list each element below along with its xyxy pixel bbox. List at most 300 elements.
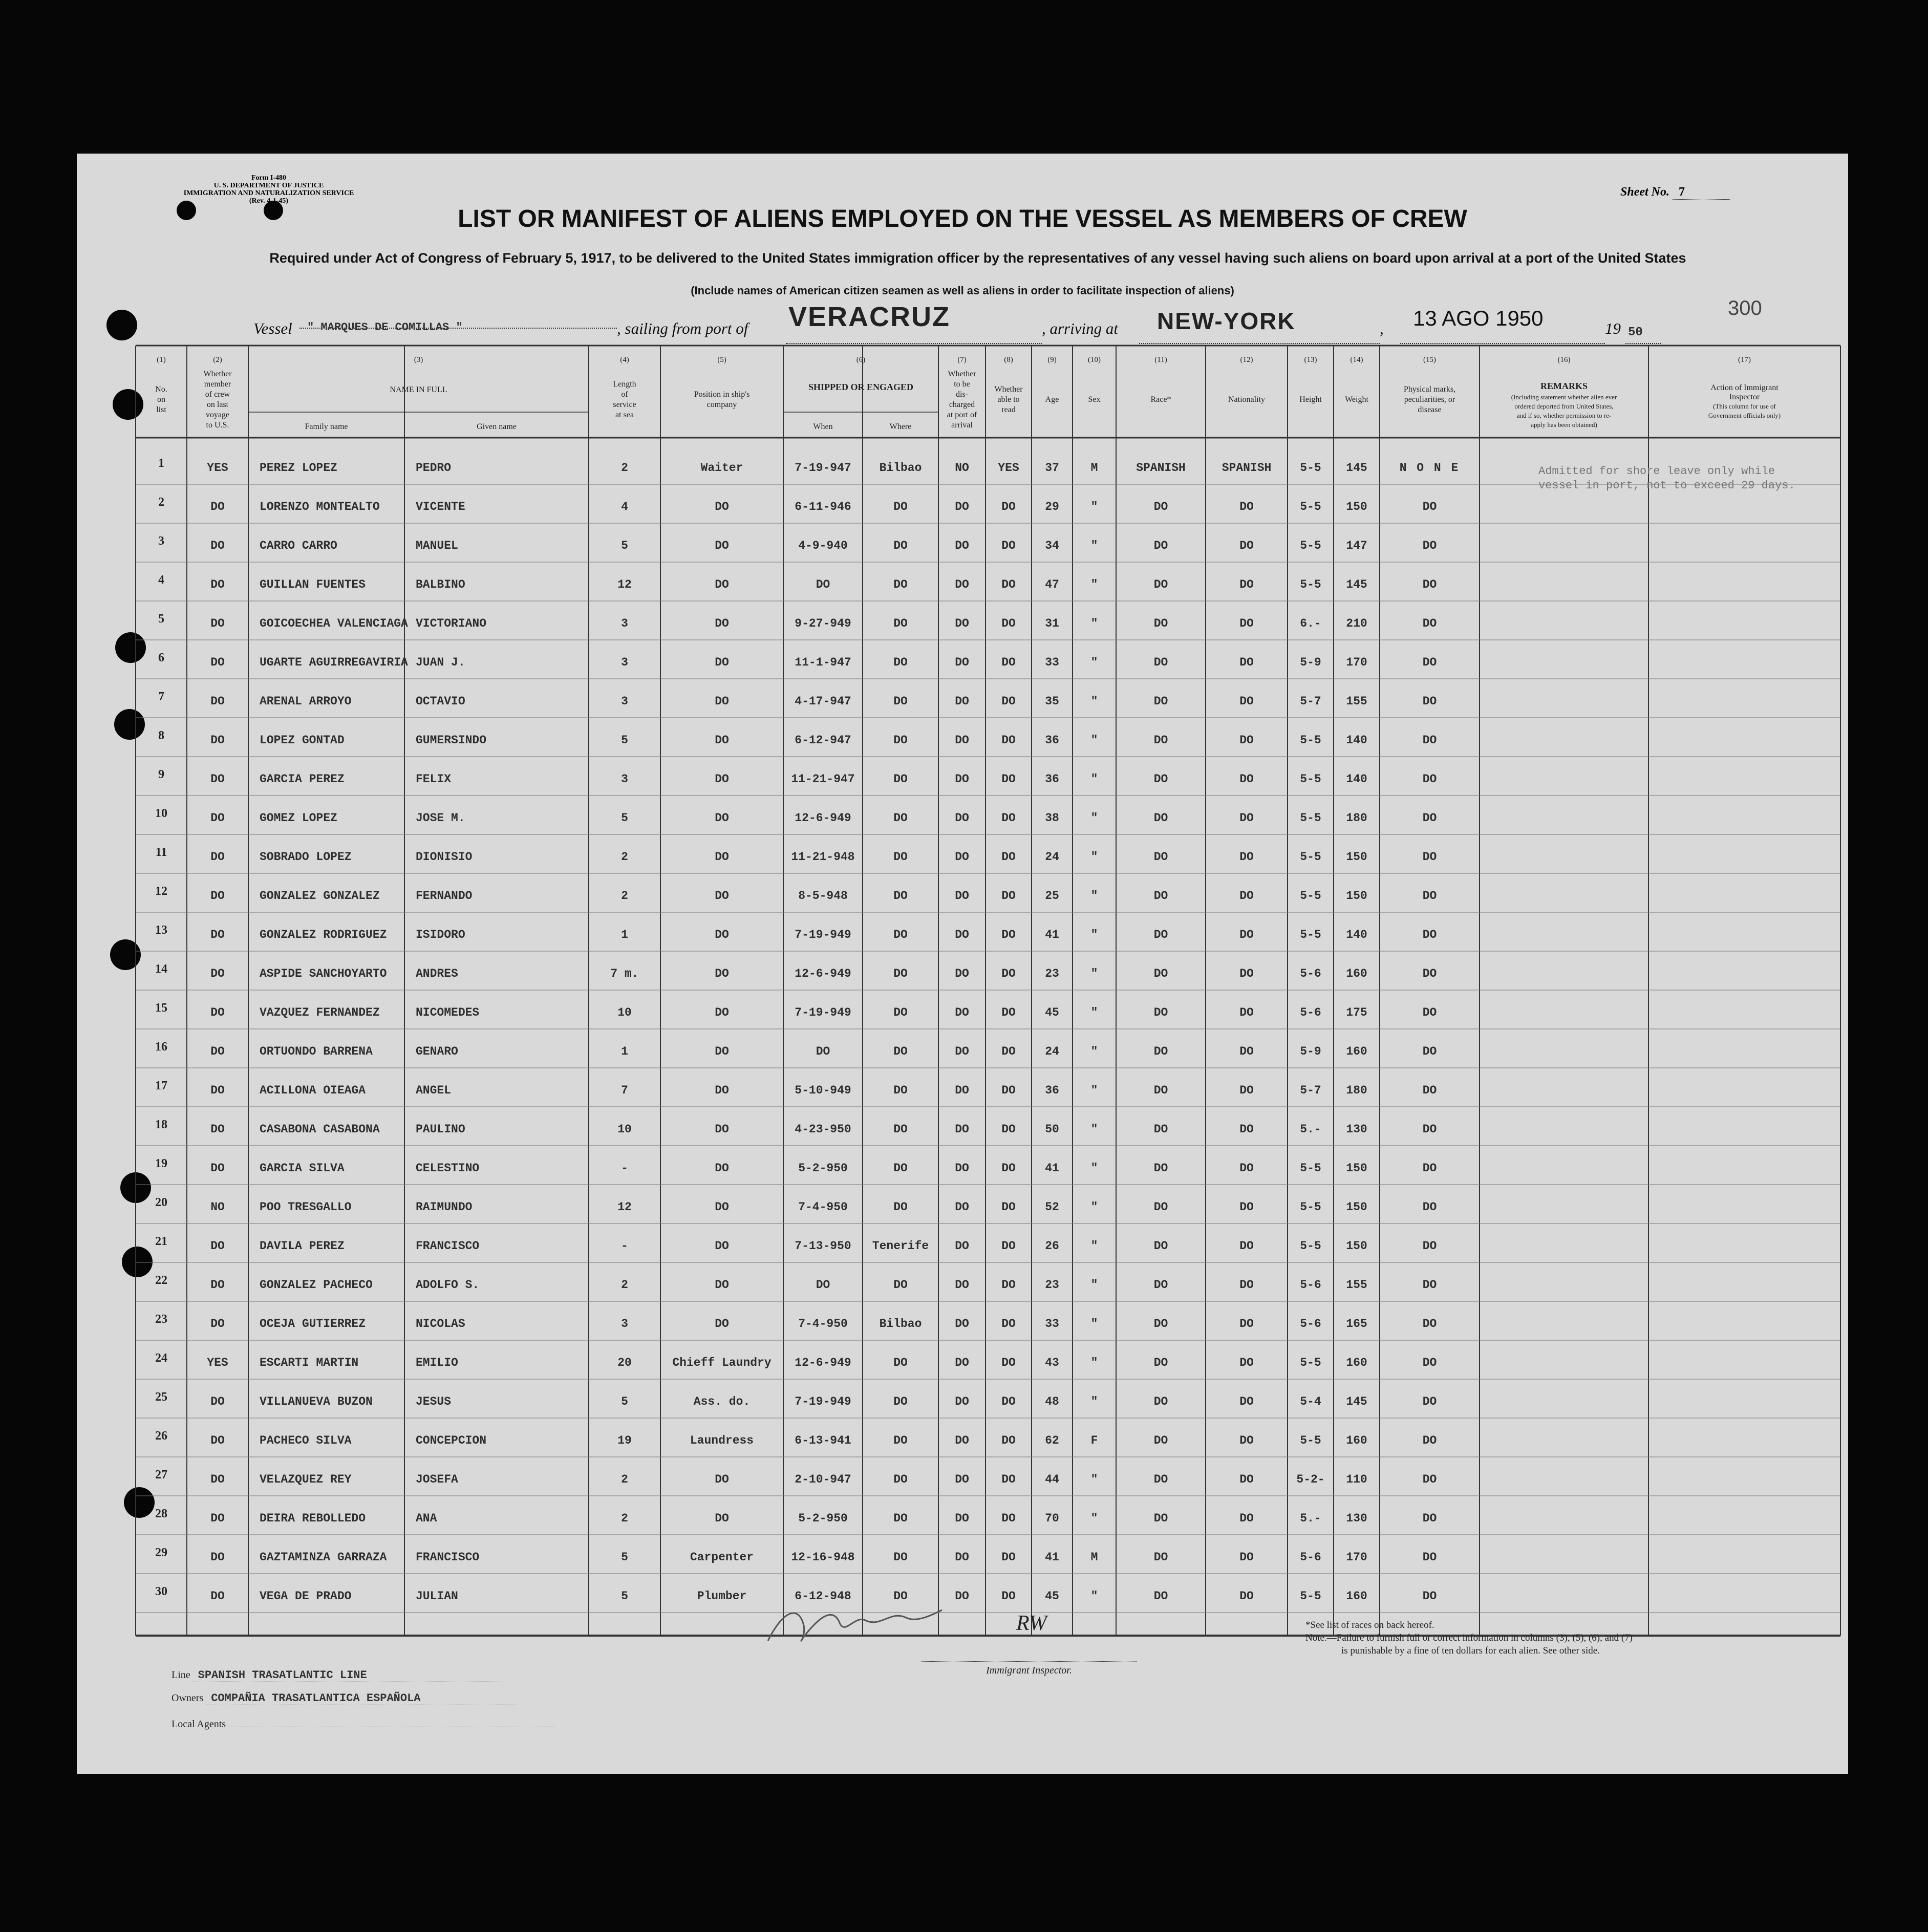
cell-age: 48 (1045, 1395, 1059, 1408)
cell-given: FERNANDO (416, 889, 473, 903)
cell-where: DO (893, 578, 908, 591)
cell-service: 7 (621, 1084, 628, 1097)
column-number-c17: (17) (1738, 356, 1751, 364)
vessel-name: " MARQUES DE COMILLAS " (307, 321, 463, 334)
cell-marks: DO (1422, 772, 1437, 786)
cell-service: 3 (621, 1317, 628, 1330)
cell-marks: DO (1422, 1551, 1437, 1564)
cell-family: VELAZQUEZ REY (260, 1473, 352, 1486)
cell-nationality: DO (1239, 1200, 1254, 1214)
inspector-signature (763, 1600, 947, 1656)
cell-member: DO (210, 811, 225, 825)
cell-race: DO (1153, 1162, 1168, 1175)
cell-where: DO (893, 1356, 908, 1369)
cell-height: 5-5 (1300, 1162, 1321, 1175)
cell-race: DO (1153, 734, 1168, 747)
cell-weight: 210 (1346, 617, 1367, 630)
cell-member: DO (210, 1473, 225, 1486)
cell-age: 52 (1045, 1200, 1059, 1214)
cell-when: 5-10-949 (795, 1084, 851, 1097)
table-row (155, 1313, 1437, 1330)
cell-service: 19 (617, 1434, 632, 1447)
cell-marks: DO (1422, 539, 1437, 552)
cell-position: Waiter (700, 461, 743, 475)
cell-no: 21 (155, 1235, 167, 1248)
table-row (155, 1235, 1437, 1253)
cell-no: 17 (155, 1079, 167, 1092)
cell-no: 22 (155, 1274, 167, 1287)
cell-family: DEIRA REBOLLEDO (260, 1512, 366, 1525)
cell-where: DO (893, 1006, 908, 1019)
cell-position: DO (715, 1278, 729, 1292)
cell-given: VICTORIANO (416, 617, 487, 630)
cell-height: 5-5 (1300, 461, 1321, 475)
cell-position: DO (715, 1123, 729, 1136)
cell-sex: M (1090, 1551, 1098, 1564)
cell-discharged: DO (955, 1317, 969, 1330)
cell-age: 41 (1045, 1162, 1059, 1175)
cell-weight: 145 (1346, 1395, 1367, 1408)
cell-race: DO (1153, 1512, 1168, 1525)
cell-given: FELIX (416, 772, 452, 786)
cell-service: 7 m. (610, 967, 639, 980)
column-header-c1-line: on (157, 395, 165, 404)
cell-marks: DO (1422, 1045, 1437, 1058)
cell-nationality: DO (1239, 1317, 1254, 1330)
cell-member: YES (207, 461, 228, 475)
cell-given: PEDRO (416, 461, 452, 475)
table-row (155, 962, 1437, 980)
cell-race: DO (1153, 617, 1168, 630)
cell-race: DO (1153, 539, 1168, 552)
cell-when: 11-21-947 (791, 772, 855, 786)
cell-height: 5-5 (1300, 500, 1321, 513)
cell-family: UGARTE AGUIRREGAVIRIA (260, 656, 408, 669)
cell-sex: " (1090, 1356, 1098, 1369)
table-row (155, 1507, 1437, 1525)
cell-age: 33 (1045, 656, 1059, 669)
cell-family: LORENZO MONTEALTO (260, 500, 380, 513)
stamp-number: 300 (1728, 297, 1762, 319)
cell-marks: DO (1422, 850, 1437, 864)
cell-marks: DO (1422, 1278, 1437, 1292)
cell-position: DO (715, 578, 729, 591)
cell-discharged: DO (955, 1006, 969, 1019)
footer-owners-value: COMPAÑIA TRASATLANTICA ESPAÑOLA (206, 1692, 518, 1705)
cell-age: 70 (1045, 1512, 1059, 1525)
cell-service: 5 (621, 734, 628, 747)
cell-family: PACHECO SILVA (260, 1434, 352, 1447)
cell-age: 50 (1045, 1123, 1059, 1136)
table-row (155, 1079, 1437, 1097)
cell-race: DO (1153, 1590, 1168, 1603)
column-header-c10-line: Sex (1088, 395, 1101, 404)
sailing-label: , sailing from port of (617, 319, 748, 337)
cell-read: DO (1001, 734, 1016, 747)
footer-line-value: SPANISH TRASATLANTIC LINE (193, 1669, 505, 1682)
table-row (155, 1390, 1437, 1408)
cell-member: DO (210, 578, 225, 591)
column-header-c1-line: No. (155, 385, 167, 394)
cell-age: 41 (1045, 1551, 1059, 1564)
cell-position: Carpenter (690, 1551, 754, 1564)
cell-family: GONZALEZ GONZALEZ (260, 889, 380, 903)
cell-marks: DO (1422, 1512, 1437, 1525)
cell-no: 2 (158, 496, 164, 509)
column-header-c7-line: at port of (947, 411, 977, 419)
footer-note-penalty-cont: is punishable by a fine of ten dollars for each alien. See other side. (1341, 1645, 1600, 1656)
cell-race: DO (1153, 1200, 1168, 1214)
cell-race: DO (1153, 1317, 1168, 1330)
footer-agents-line (228, 1718, 556, 1727)
sheet-number-value: 7 (1673, 185, 1730, 200)
cell-sex: " (1090, 1045, 1098, 1058)
column-header-c13-line: Height (1299, 395, 1322, 404)
cell-marks: DO (1422, 617, 1437, 630)
table-row (155, 1157, 1437, 1175)
cell-age: 38 (1045, 811, 1059, 825)
cell-race: DO (1153, 1006, 1168, 1019)
cell-age: 29 (1045, 500, 1059, 513)
cell-given: FRANCISCO (416, 1551, 480, 1564)
cell-nationality: DO (1239, 1239, 1254, 1253)
cell-when: 9-27-949 (795, 617, 851, 630)
column-header-c14-line: Weight (1345, 395, 1368, 404)
cell-position: DO (715, 1317, 729, 1330)
cell-no: 1 (158, 457, 164, 470)
cell-member: DO (210, 1006, 225, 1019)
cell-member: DO (210, 967, 225, 980)
cell-when: 4-23-950 (795, 1123, 851, 1136)
cell-height: 5-5 (1300, 1590, 1321, 1603)
cell-given: ISIDORO (416, 928, 465, 941)
cell-service: 3 (621, 617, 628, 630)
cell-sex: " (1090, 967, 1098, 980)
cell-where: DO (893, 1434, 908, 1447)
cell-race: DO (1153, 1356, 1168, 1369)
cell-position: DO (715, 734, 729, 747)
cell-sex: " (1090, 928, 1098, 941)
cell-discharged: DO (955, 1239, 969, 1253)
cell-discharged: DO (955, 850, 969, 864)
cell-race: DO (1153, 500, 1168, 513)
footer-owners (172, 1692, 518, 1705)
footer-notes (1305, 1619, 1633, 1657)
cell-race: DO (1153, 578, 1168, 591)
cell-height: 5-9 (1300, 1045, 1321, 1058)
cell-race: DO (1153, 1084, 1168, 1097)
form-service: IMMIGRATION AND NATURALIZATION SERVICE (183, 189, 354, 197)
cell-position: DO (715, 695, 729, 708)
cell-no: 13 (155, 924, 167, 937)
cell-discharged: DO (955, 617, 969, 630)
cell-marks: DO (1422, 1162, 1437, 1175)
cell-marks: DO (1422, 1434, 1437, 1447)
cell-given: ANA (416, 1512, 437, 1525)
table-row (158, 534, 1437, 552)
cell-weight: 150 (1346, 889, 1367, 903)
table-row (155, 1118, 1437, 1136)
cell-weight: 145 (1346, 461, 1367, 475)
column-number-c8: (8) (1004, 356, 1013, 364)
cell-position: DO (715, 928, 729, 941)
cell-read: DO (1001, 1473, 1016, 1486)
column-header-remarks: REMARKS (1540, 381, 1588, 391)
cell-service: 2 (621, 1278, 628, 1292)
column-header-c15-line: Physical marks, (1403, 385, 1456, 394)
cell-given: FRANCISCO (416, 1239, 480, 1253)
cell-member: DO (210, 889, 225, 903)
table-row (155, 1274, 1437, 1292)
cell-read: DO (1001, 539, 1016, 552)
table-row (155, 1429, 1437, 1447)
cell-height: 5-7 (1300, 695, 1321, 708)
cell-service: 2 (621, 1512, 628, 1525)
cell-height: 5-5 (1300, 811, 1321, 825)
cell-nationality: DO (1239, 1512, 1254, 1525)
cell-member: DO (210, 1551, 225, 1564)
cell-where: DO (893, 656, 908, 669)
cell-nationality: DO (1239, 1006, 1254, 1019)
cell-member: DO (210, 1123, 225, 1136)
footer-agents (172, 1718, 556, 1730)
cell-weight: 145 (1346, 578, 1367, 591)
cell-no: 15 (155, 1001, 167, 1015)
cell-sex: " (1090, 578, 1098, 591)
cell-age: 34 (1045, 539, 1059, 552)
cell-family: LOPEZ GONTAD (260, 734, 345, 747)
cell-family: GOICOECHEA VALENCIAGA (260, 617, 408, 630)
cell-when: 7-19-947 (795, 461, 851, 475)
cell-weight: 155 (1346, 1278, 1367, 1292)
column-header-c11-line: Race* (1150, 395, 1171, 404)
form-number: Form I-480 (251, 174, 287, 182)
cell-sex: " (1090, 1317, 1098, 1330)
cell-race: DO (1153, 1045, 1168, 1058)
cell-position: Laundress (690, 1434, 754, 1447)
column-header-c7-line: dis- (956, 390, 968, 399)
cell-family: GARCIA PEREZ (260, 772, 345, 786)
cell-marks: DO (1422, 1590, 1437, 1603)
cell-where: DO (893, 617, 908, 630)
cell-when: 5-2-950 (798, 1512, 848, 1525)
cell-race: SPANISH (1136, 461, 1186, 475)
cell-age: 24 (1045, 850, 1059, 864)
cell-family: GARCIA SILVA (260, 1162, 345, 1175)
cell-race: DO (1153, 1395, 1168, 1408)
cell-weight: 180 (1346, 811, 1367, 825)
cell-family: ASPIDE SANCHOYARTO (260, 967, 387, 980)
column-header-c16-line: ordered deported from United States, (1514, 402, 1614, 410)
cell-sex: " (1090, 1162, 1098, 1175)
cell-where: DO (893, 1162, 908, 1175)
cell-nationality: DO (1239, 928, 1254, 941)
year-prefix: 19 (1605, 319, 1621, 337)
cell-position: DO (715, 656, 729, 669)
cell-nationality: DO (1239, 772, 1254, 786)
column-header-c15-line: peculiarities, or (1404, 395, 1455, 404)
table-row (158, 651, 1437, 669)
column-header-c17-line: Action of Immigrant (1710, 383, 1779, 392)
column-header-c7-line: Whether (948, 370, 976, 378)
column-number-c14: (14) (1350, 356, 1363, 364)
cell-member: DO (210, 1395, 225, 1408)
cell-discharged: DO (955, 1123, 969, 1136)
cell-where: DO (893, 500, 908, 513)
cell-weight: 150 (1346, 1239, 1367, 1253)
cell-member: DO (210, 928, 225, 941)
cell-race: DO (1153, 772, 1168, 786)
footer-line (172, 1669, 505, 1682)
cell-where: DO (893, 1512, 908, 1525)
cell-no: 28 (155, 1507, 167, 1520)
cell-position: DO (715, 500, 729, 513)
cell-age: 62 (1045, 1434, 1059, 1447)
cell-when: 11-1-947 (795, 656, 851, 669)
column-header-c4-line: Length (613, 380, 636, 389)
cell-read: DO (1001, 850, 1016, 864)
cell-sex: " (1090, 1278, 1098, 1292)
cell-nationality: DO (1239, 617, 1254, 630)
cell-service: 20 (617, 1356, 632, 1369)
cell-sex: " (1090, 1239, 1098, 1253)
cell-height: 5-5 (1300, 734, 1321, 747)
arrival-port: NEW-YORK (1157, 308, 1296, 334)
column-header-c1-line: list (156, 405, 166, 414)
cell-where: DO (893, 928, 908, 941)
cell-discharged: DO (955, 578, 969, 591)
column-header-c12-line: Nationality (1228, 395, 1265, 404)
cell-position: DO (715, 617, 729, 630)
sheet-number-label: Sheet No. (1620, 185, 1669, 199)
cell-height: 5-5 (1300, 1239, 1321, 1253)
cell-read: DO (1001, 1395, 1016, 1408)
cell-marks: DO (1422, 1356, 1437, 1369)
cell-weight: 180 (1346, 1084, 1367, 1097)
cell-where: DO (893, 850, 908, 864)
cell-race: DO (1153, 889, 1168, 903)
cell-service: 10 (617, 1006, 632, 1019)
table-row (155, 1351, 1437, 1369)
cell-family: VAZQUEZ FERNANDEZ (260, 1006, 380, 1019)
cell-marks: DO (1422, 734, 1437, 747)
cell-no: 20 (155, 1196, 167, 1209)
cell-family: GONZALEZ PACHECO (260, 1278, 373, 1292)
column-header-c8-line: read (1001, 405, 1016, 414)
cell-nationality: DO (1239, 734, 1254, 747)
cell-when: 6-12-948 (795, 1590, 851, 1603)
cell-marks: DO (1422, 1317, 1437, 1330)
cell-service: 1 (621, 928, 628, 941)
cell-position: DO (715, 772, 729, 786)
cell-no: 26 (155, 1429, 167, 1443)
cell-given: ADOLFO S. (416, 1278, 480, 1292)
cell-height: 5-5 (1300, 772, 1321, 786)
column-number-c6: (6) (856, 356, 866, 364)
cell-height: 6.- (1300, 617, 1321, 630)
cell-position: DO (715, 889, 729, 903)
cell-age: 41 (1045, 928, 1059, 941)
cell-read: DO (1001, 928, 1016, 941)
cell-weight: 110 (1346, 1473, 1367, 1486)
column-header-c8-line: Whether (994, 385, 1023, 394)
cell-weight: 160 (1346, 1434, 1367, 1447)
table-row (155, 1001, 1437, 1019)
column-header-c4-line: of (621, 390, 628, 399)
cell-given: GUMERSINDO (416, 734, 487, 747)
page-subtitle: Required under Act of Congress of February 5, 1917, to be delivered to the United States immigration officer by the representatives of any vessel having such aliens on board upon arrival at a port of the United States (269, 250, 1686, 266)
arrival-date-stamp: 13 AGO 1950 (1413, 306, 1544, 330)
column-header-family-name: Family name (305, 422, 348, 431)
column-header-c2-line: of crew (205, 390, 230, 399)
cell-family: GOMEZ LOPEZ (260, 811, 337, 825)
cell-where: Bilbao (879, 461, 922, 475)
cell-age: 23 (1045, 967, 1059, 980)
cell-read: DO (1001, 1434, 1016, 1447)
year-suffix: 50 (1628, 326, 1643, 339)
table-row (158, 573, 1437, 591)
cell-height: 5-5 (1300, 850, 1321, 864)
cell-given: JESUS (416, 1395, 452, 1408)
inspector-label: Immigrant Inspector. (922, 1661, 1137, 1677)
cell-where: DO (893, 1590, 908, 1603)
cell-member: DO (210, 734, 225, 747)
cell-when: 8-5-948 (798, 889, 848, 903)
cell-where: DO (893, 1045, 908, 1058)
cell-position: DO (715, 1084, 729, 1097)
cell-when: 5-2-950 (798, 1162, 848, 1175)
cell-nationality: DO (1239, 889, 1254, 903)
cell-age: 31 (1045, 617, 1059, 630)
cell-discharged: DO (955, 1473, 969, 1486)
cell-no: 30 (155, 1585, 167, 1598)
cell-given: PAULINO (416, 1123, 465, 1136)
cell-age: 35 (1045, 695, 1059, 708)
cell-service: - (621, 1162, 628, 1175)
cell-discharged: DO (955, 1551, 969, 1564)
cell-weight: 140 (1346, 734, 1367, 747)
column-header-c2-line: to U.S. (206, 421, 229, 430)
cell-given: MANUEL (416, 539, 458, 552)
table-row (155, 1040, 1437, 1058)
cell-no: 9 (158, 768, 164, 781)
cell-discharged: DO (955, 1045, 969, 1058)
cell-nationality: SPANISH (1222, 461, 1272, 475)
cell-family: PEREZ LOPEZ (260, 461, 337, 475)
cell-sex: " (1090, 539, 1098, 552)
cell-discharged: DO (955, 1395, 969, 1408)
cell-age: 23 (1045, 1278, 1059, 1292)
footer-agents-label: Local Agents (172, 1719, 226, 1730)
cell-nationality: DO (1239, 695, 1254, 708)
cell-nationality: DO (1239, 1356, 1254, 1369)
cell-race: DO (1153, 1434, 1168, 1447)
cell-service: 2 (621, 889, 628, 903)
cell-weight: 170 (1346, 656, 1367, 669)
cell-age: 45 (1045, 1006, 1059, 1019)
cell-no: 8 (158, 729, 164, 742)
cell-discharged: DO (955, 1512, 969, 1525)
page-subtitle-note: (Include names of American citizen seamen as well as aliens in order to facilitate inspection of aliens) (691, 284, 1234, 297)
cell-service: 5 (621, 811, 628, 825)
cell-where: DO (893, 889, 908, 903)
cell-nationality: DO (1239, 1084, 1254, 1097)
cell-sex: " (1090, 811, 1098, 825)
cell-age: 43 (1045, 1356, 1059, 1369)
cell-sex: " (1090, 1395, 1098, 1408)
cell-service: 12 (617, 578, 632, 591)
column-number-c13: (13) (1304, 356, 1317, 364)
